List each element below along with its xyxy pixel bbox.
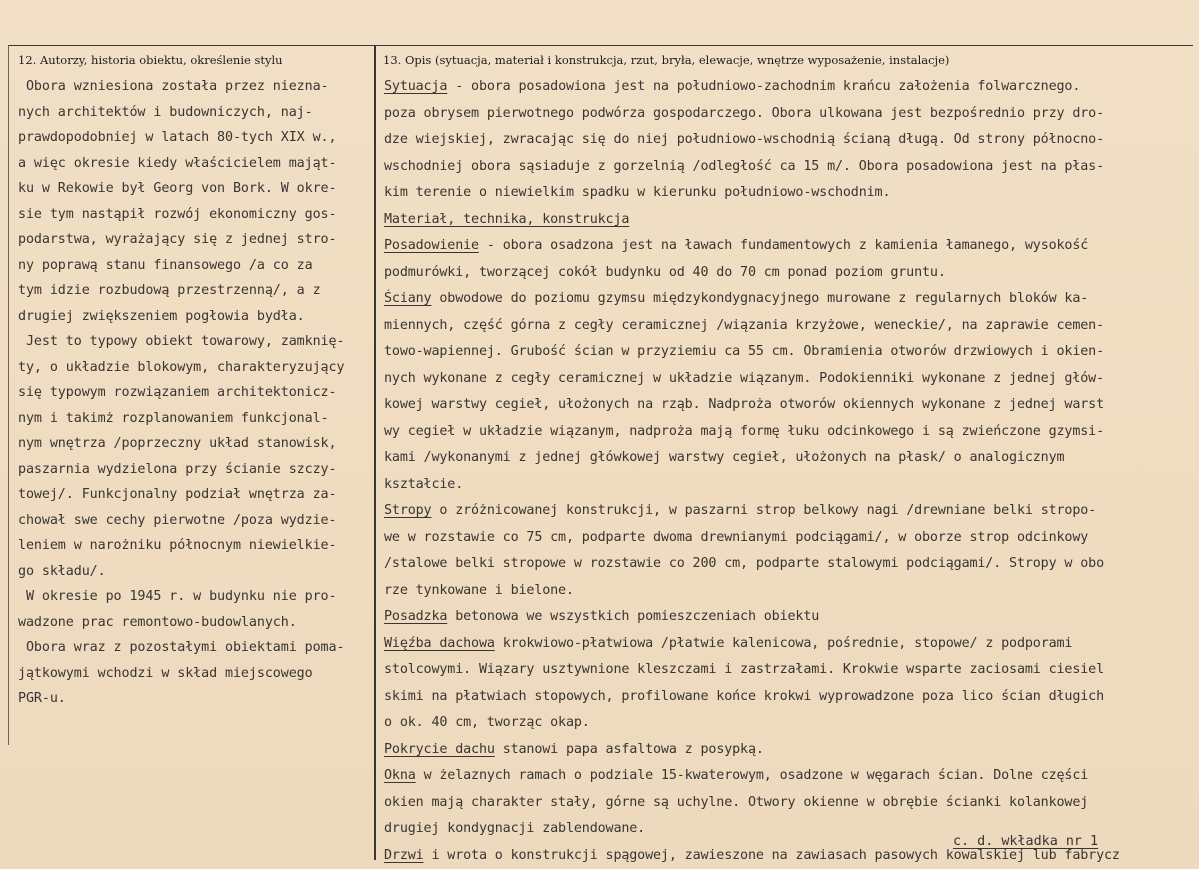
- history-text-line: jątkowymi wchodzi w skład miejscowego: [18, 665, 313, 681]
- section-heading: Sytuacja: [384, 79, 448, 94]
- line-text: stanowi papa asfaltowa z posypką.: [494, 741, 764, 757]
- description-text-line: [384, 498, 1196, 525]
- column-divider: [374, 45, 376, 860]
- section-heading: Okna: [384, 768, 416, 783]
- continuation-note: c. d. wkładka nr 1: [953, 834, 1099, 849]
- history-text-line: chował swe cechy pierwotne /poza wydzie-: [18, 512, 337, 528]
- description-text-line: [384, 366, 1196, 393]
- section-heading: Więźba dachowa: [384, 635, 495, 651]
- line-text: wschodniej obora sąsiaduje z gorzelnią /odległość ca 15 m/. Obora posadowiona jest na płas-: [384, 158, 1104, 174]
- description-text-line: [384, 710, 1196, 737]
- section-heading: Pokrycie dachu: [384, 741, 495, 757]
- history-text-line: nym i takimż rozplanowaniem funkcjonal-: [18, 410, 329, 426]
- line-text: wy cegieł w układzie wiązanym, nadproża mają formę łuku odcinkowego i są zwieńczone gzymsi-: [384, 423, 1104, 439]
- section-12-header: 12. Autorzy, historia obiektu, określenie stylu: [18, 53, 283, 67]
- line-text: poza obrysem pierwotnego podwórza gospodarczego. Obora ulkowana jest bezpośrednio przy dro-: [384, 105, 1104, 121]
- section-heading: Posadzka: [384, 609, 448, 624]
- history-text-line: PGR-u.: [18, 691, 66, 706]
- line-text: miennych, część górna z cegły ceramicznej /wiązania krzyżowe, weneckie/, na zaprawie cemen-: [384, 317, 1104, 333]
- description-text-line: [384, 180, 1196, 207]
- description-text-line: [384, 286, 1196, 313]
- description-text-line: [384, 604, 1196, 631]
- description-text-line: [384, 154, 1196, 181]
- description-text-line: [384, 737, 1196, 764]
- line-text: i wrota o konstrukcji spągowej, zawieszone na zawiasach pasowych kowalskiej lub fabrycz: [423, 847, 1120, 863]
- top-rule: [8, 45, 1193, 46]
- line-text: kształcie.: [384, 476, 464, 492]
- history-text-line: ny poprawą stanu finansowego /a co za: [18, 257, 313, 273]
- description-text-line: [384, 101, 1196, 128]
- history-text-column: [18, 74, 370, 712]
- line-text: o zróżnicowanej konstrukcji, w paszarni strop belkowy nagi /drewniane belki stropo-: [431, 503, 1097, 518]
- section-heading: Ściany: [384, 291, 432, 306]
- line-text: krokwiowo-płatwiowa /płatwie kalenicowa, pośrednie, stopowe/ z podporami: [494, 635, 1073, 651]
- history-text-line: W okresie po 1945 r. w budynku nie pro-: [18, 589, 337, 604]
- history-text-line: ty, o układzie blokowym, charakteryzujący: [18, 359, 345, 375]
- line-text: towo-wapiennej. Grubość ścian w przyziemiu ca 55 cm. Obramienia otworów drzwiowych i okien-: [384, 344, 1104, 359]
- description-text-line: [384, 551, 1196, 578]
- line-text: betonowa we wszystkich pomieszczeniach obiektu: [447, 609, 820, 624]
- line-text: - obora osadzona jest na ławach fundamentowych z kamienia łamanego, wysokość: [478, 238, 1089, 253]
- history-text-line: drugiej zwiększeniem pogłowia bydła.: [18, 308, 305, 324]
- section-heading: Stropy: [384, 503, 432, 518]
- section-heading: Drzwi: [384, 847, 424, 863]
- history-text-line: nych architektów i budowniczych, naj-: [18, 104, 313, 120]
- history-text-line: się typowym rozwiązaniem architektonicz-: [18, 385, 337, 400]
- line-text: kami /wykonanymi z jednej główkowej warstwy cegieł, ułożonych na płask/ o analogicznym: [384, 450, 1065, 465]
- line-text: - obora posadowiona jest na południowo-zachodnim krańcu założenia folwarcznego.: [447, 79, 1081, 94]
- description-text-line: [384, 260, 1196, 287]
- line-text: rze tynkowane i bielone.: [384, 582, 574, 598]
- history-text-line: Jest to typowy obiekt towarowy, zamknię-: [18, 334, 345, 349]
- description-text-line: [384, 445, 1196, 472]
- line-text: obwodowe do poziomu gzymsu międzykondygnacyjnego murowane z regularnych bloków ka-: [431, 291, 1089, 306]
- section-heading: Posadowienie: [384, 238, 479, 253]
- description-text-line: [384, 127, 1196, 154]
- line-text: kowej warstwy cegieł, ułożonych na rząb. Nadproża otworów okiennych wykonane z jednej warst: [384, 397, 1104, 412]
- description-text-line: [384, 207, 1196, 234]
- line-text: we w rozstawie co 75 cm, podparte dwoma drewnianymi podciągami/, w oborze strop odcinkowy: [384, 529, 1089, 545]
- description-text-column: [384, 74, 1196, 869]
- history-text-line: paszarnia wydzielona przy ścianie szczy-: [18, 461, 337, 477]
- line-text: w żelaznych ramach o podziale 15-kwaterowym, osadzone w węgarach ścian. Dolne części: [415, 768, 1089, 783]
- history-text-line: go składu/.: [18, 563, 106, 579]
- description-text-line: [384, 233, 1196, 260]
- description-text-line: [384, 74, 1196, 101]
- history-text-line: podarstwa, wyrażający się z jednej stro-: [18, 232, 337, 247]
- line-text: dze wiejskiej, zwracając się do niej południowo-wschodnią ścianą długą. Od strony północno-: [384, 132, 1104, 147]
- line-text: /stalowe belki stropowe w rozstawie co 200 cm, podparte stalowymi podciągami/. Stropy w obo: [384, 556, 1104, 571]
- history-text-line: wadzone prac remontowo-budowlanych.: [18, 614, 297, 630]
- history-text-line: leniem w narożniku północnym niewielkie-: [18, 538, 337, 553]
- description-text-line: [384, 763, 1196, 790]
- description-text-line: [384, 657, 1196, 684]
- description-text-line: [384, 339, 1196, 366]
- description-text-line: [384, 472, 1196, 499]
- description-text-line: [384, 684, 1196, 711]
- section-13-header: 13. Opis (sytuacja, materiał i konstrukcja, rzut, bryła, elewacje, wnętrze wyposażenie, instalacje): [383, 53, 950, 67]
- history-text-line: sie tym nastąpił rozwój ekonomiczny gos-: [18, 206, 337, 222]
- line-text: drugiej kondygnacji zablendowane.: [384, 821, 646, 836]
- line-text: skimi na płatwiach stopowych, profilowane końce krokwi wyprowadzone poza lico ścian długich: [384, 688, 1104, 704]
- line-text: nych wykonane z cegły ceramicznej w układzie wiązanym. Podokienniki wykonane z jednej głów-: [384, 370, 1104, 386]
- line-text: podmurówki, tworzącej cokół budynku od 40 do 70 cm ponad poziom gruntu.: [384, 264, 946, 280]
- description-text-line: [384, 790, 1196, 817]
- description-text-line: [384, 392, 1196, 419]
- history-text-line: Obora wraz z pozostałymi obiektami poma-: [18, 640, 345, 655]
- description-text-line: [384, 578, 1196, 605]
- line-text: kim terenie o niewielkim spadku w kierunku południowo-wschodnim.: [384, 185, 891, 200]
- history-text-line: tym idzie rozbudową przestrzenną/, a z: [18, 283, 321, 298]
- section-heading: Materiał, technika, konstrukcja: [384, 211, 630, 227]
- line-text: stolcowymi. Wiązary usztywnione kleszczami i zastrzałami. Krokwie wsparte zaciosami ciesiel: [384, 662, 1104, 677]
- description-text-line: [384, 313, 1196, 340]
- history-text-line: towej/. Funkcjonalny podział wnętrza za-: [18, 487, 337, 502]
- history-text-line: nym wnętrza /poprzeczny układ stanowisk,: [18, 436, 337, 451]
- line-text: okien mają charakter stały, górne są uchylne. Otwory okienne w obrębie ścianki kolankowej: [384, 794, 1089, 810]
- line-text: o ok. 40 cm, tworząc okap.: [384, 715, 590, 730]
- description-text-line: [384, 419, 1196, 446]
- left-edge-rule: [8, 45, 9, 745]
- history-text-line: Obora wzniesiona została przez nieznа-: [18, 79, 329, 94]
- description-text-line: [384, 631, 1196, 658]
- history-text-line: ku w Rekowie był Georg von Bork. W okre-: [18, 181, 337, 196]
- history-text-line: prawdopodobniej w latach 80-tych XIX w.,: [18, 130, 337, 145]
- description-text-line: [384, 525, 1196, 552]
- history-text-line: a więc okresie kiedy właścicielem mająt-: [18, 155, 337, 171]
